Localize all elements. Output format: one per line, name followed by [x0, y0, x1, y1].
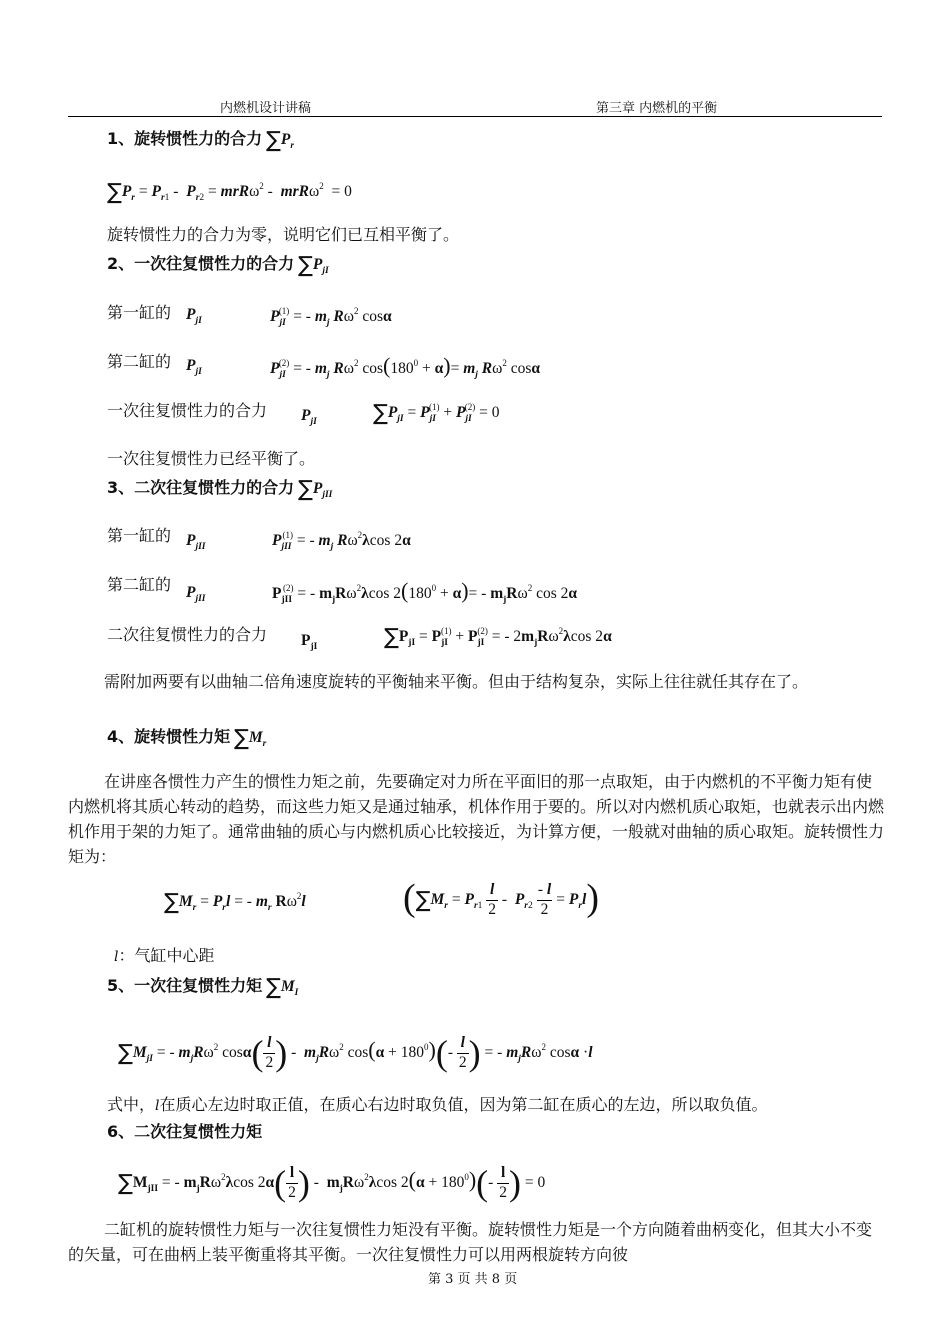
section-heading-1: 1、旋转惯性力的合力 $\sum P_r$ [107, 128, 295, 153]
label-cyl1-first: 第一缸的 [107, 303, 172, 322]
formula-pj1-cyl1: $P_{jI}^{(1)}$ = - $m_j$ $R\omega^2$ cosα [270, 306, 392, 328]
text-l-sign-note: 式中，l在质心左边时取正值，在质心右边时取负值，因为第二缸在质心的左边，所以取负值。 [107, 1095, 768, 1114]
symbol-pj1-sum: $P_{jI}$ [301, 407, 317, 427]
text-l-definition: l：气缸中心距 [114, 946, 215, 965]
formula-rotating-moment-alt: ($\sum M_r = P_{r1} \frac{l}{2} - P_{r2} - l$ $2 = P_rl$) [403, 877, 600, 919]
formula-rotating-sum: $\sum P_r = P_{r1} - P_{r2} = mrR\omega^2 - mrR\omega^2 = 0$ [107, 180, 352, 205]
header-right: 第三章 内燃机的平衡 [596, 101, 718, 116]
symbol-pj1-cyl1: $P_{jI}$ [186, 306, 202, 326]
symbol-pj2-cyl1: $P_{jII}$ [186, 532, 206, 552]
section-heading-2: 2、一次往复惯性力的合力 $\sum P_{jI}$ [107, 253, 329, 278]
formula-pj1-sum: $\sum P_{jI} = P_{jI}^{(1)} + P_{jI}^{(2)} = 0$ [373, 401, 500, 426]
section-heading-5: 5、一次往复惯性力矩 $\sum M_I$ [107, 975, 299, 1000]
paragraph-balance-shaft: 需附加两要有以曲轴二倍角速度旋转的平衡轴来平衡。但由于结构复杂，实际上往往就任其存在了。 [104, 672, 809, 691]
symbol-pj2-sum: $P_{jI}$ [301, 632, 318, 652]
formula-pj2-sum: $\sum P_{jI} = P_{jI}^{(1)} + P_{jI}^{(2)}$ = - $2m_jR\omega^2\lambda\cos$ 2α [384, 625, 612, 650]
formula-pj2-cyl1: $P_{jII}^{(1)}$ = - $m_j$ $R\omega^2\lambda\cos$ 2α [272, 530, 411, 552]
section-heading-6: 6、二次往复惯性力矩 [107, 1122, 263, 1141]
text-first-balanced: 一次往复惯性力已经平衡了。 [107, 449, 316, 468]
label-cyl2-first: 第二缸的 [107, 352, 172, 371]
label-sum-first: 一次往复惯性力的合力 [107, 401, 268, 420]
symbol-pj1-cyl2: $P_{jI}$ [186, 357, 202, 377]
text-rotating-balanced: 旋转惯性力的合力为零，说明它们已互相平衡了。 [107, 225, 460, 244]
label-sum-second: 二次往复惯性力的合力 [107, 625, 268, 644]
formula-first-moment: $\sum M_{jI}$ = - $m_jR\omega^2$ $\cos\alpha(\frac{l}{2}) - m_jR\omega^2$ $\cos(\alpha + 180^0)(- \frac{l}{2})$ = - $m_jR\omega^2$ cosα ·l [118, 1033, 593, 1073]
paragraph-conclusion: 二缸机的旋转惯性力矩与一次往复惯性力矩没有平衡。旋转惯性力矩是一个方向随着曲柄变化，但其大小不变的矢量，可在曲柄上装平衡重将其平衡。一次往复惯性力可以用两根旋转方向彼 [68, 1220, 873, 1264]
label-cyl2-second: 第二缸的 [107, 575, 172, 594]
section-heading-4: 4、旋转惯性力矩 $\sum M_r$ [107, 726, 267, 751]
label-cyl1-second: 第一缸的 [107, 526, 172, 545]
header-left: 内燃机设计讲稿 [220, 101, 312, 116]
formula-pj2-cyl2: $P_{jII}^{(2)}$ = - $m_jR\omega^2\lambda\cos$ $2(180^0 + \alpha)= - m_jR\omega^2$ cos 2α [272, 578, 578, 605]
section-heading-3: 3、二次往复惯性力的合力 $\sum P_{jII}$ [107, 477, 333, 502]
formula-pj1-cyl2: $P_{jI}^{(2)}$ = - $m_j$ $R\omega^2$ $\cos(180^0 + \alpha)= m_j$ $R\omega^2$ cosα [270, 353, 541, 380]
header-rule [68, 116, 882, 117]
symbol-pj2-cyl2: $P_{jII}$ [186, 584, 206, 604]
formula-rotating-moment: $\sum M_r = P_rl$ = - $m_r$ $R\omega^2l$ [164, 890, 306, 915]
formula-second-moment: $\sum M_{jII}$ = - $m_jR\omega^2\lambda\cos$ $2\alpha(\frac{l}{2}) - m_jR\omega^2\lambda\cos$ $2(\alpha + 180^0)(- \frac{l}{2}) = 0$ [118, 1163, 546, 1203]
page-footer: 第 3 页 共 8 页 [428, 1272, 518, 1287]
paragraph-moment-intro: 在讲座各惯性力产生的惯性力矩之前，先要确定对力所在平面旧的那一点取矩，由于内燃机的不平衡力矩有使内燃机将其质心转动的趋势，而这些力矩又是通过轴承，机体作用于要的。所以对内燃机质心取矩，也就表示出内燃机作用于架的力矩了。通常曲轴的质心与内燃机质心比较接近，为计算方便，一般就对曲轴的质心取矩。旋转惯性力矩为： [68, 772, 885, 866]
